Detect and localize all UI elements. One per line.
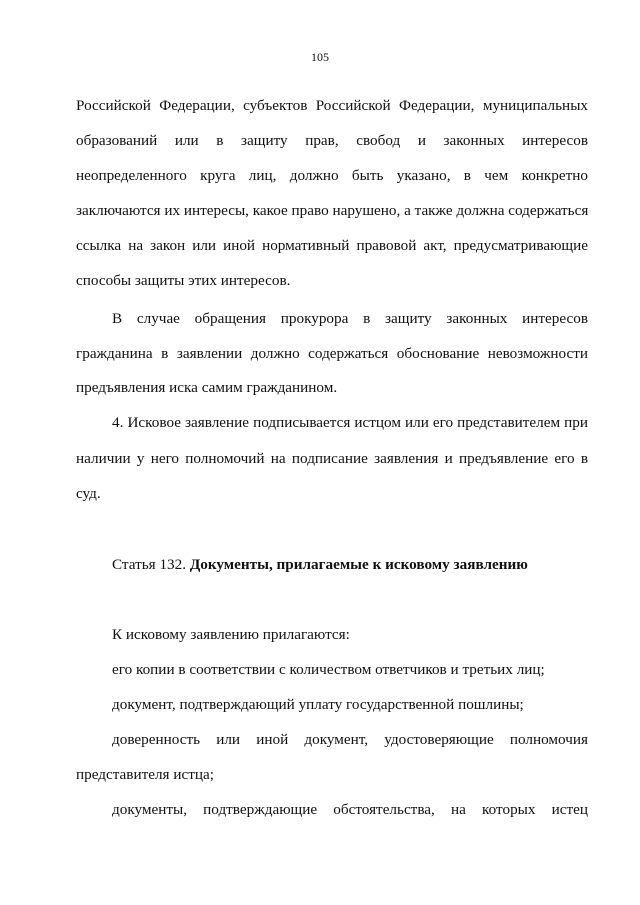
paragraph-2-line-3: предъявления иска самим гражданином. [76,379,338,396]
article-heading [112,556,528,574]
paragraph-1-line-3: неопределенного круга лиц, должно быть указано, в чем конкретно [76,167,588,184]
paragraph-2-line-1: В случае обращения прокурора в защиту законных интересов [112,310,588,327]
article-number: Статья 132. [112,556,187,573]
paragraph-1-line-2: образований или в защиту прав, свобод и законных интересов [76,132,588,149]
list-item-fee-document: документ, подтверждающий уплату государственной пошлины; [112,696,524,713]
list-item-power-of-attorney-cont: представителя истца; [76,766,214,783]
list-item-evidence-documents: документы, подтверждающие обстоятельства, на которых истец [112,801,588,818]
page-number: 105 [311,50,329,64]
list-intro: К исковому заявлению прилагаются: [112,626,350,643]
paragraph-3-line-2: наличии у него полномочий на подписание заявления и предъявление его в [76,450,588,467]
paragraph-1-line-6: способы защиты этих интересов. [76,272,291,289]
paragraph-1-line-1: Российской Федерации, субъектов Российской Федерации, муниципальных [76,97,588,114]
paragraph-3-line-3: суд. [76,485,101,502]
list-item-copies: его копии в соответствии с количеством ответчиков и третьих лиц; [112,661,545,678]
paragraph-3-line-1: 4. Исковое заявление подписывается истцом или его представителем при [112,414,588,431]
paragraph-2-line-2: гражданина в заявлении должно содержаться обоснование невозможности [76,345,588,362]
article-title: Документы, прилагаемые к исковому заявлению [189,556,528,573]
paragraph-1-line-5: ссылка на закон или иной нормативный правовой акт, предусматривающие [76,237,588,254]
paragraph-1-line-4: заключаются их интересы, какое право нарушено, а также должна содержаться [76,202,589,219]
list-item-power-of-attorney: доверенность или иной документ, удостоверяющие полномочия [112,731,588,748]
